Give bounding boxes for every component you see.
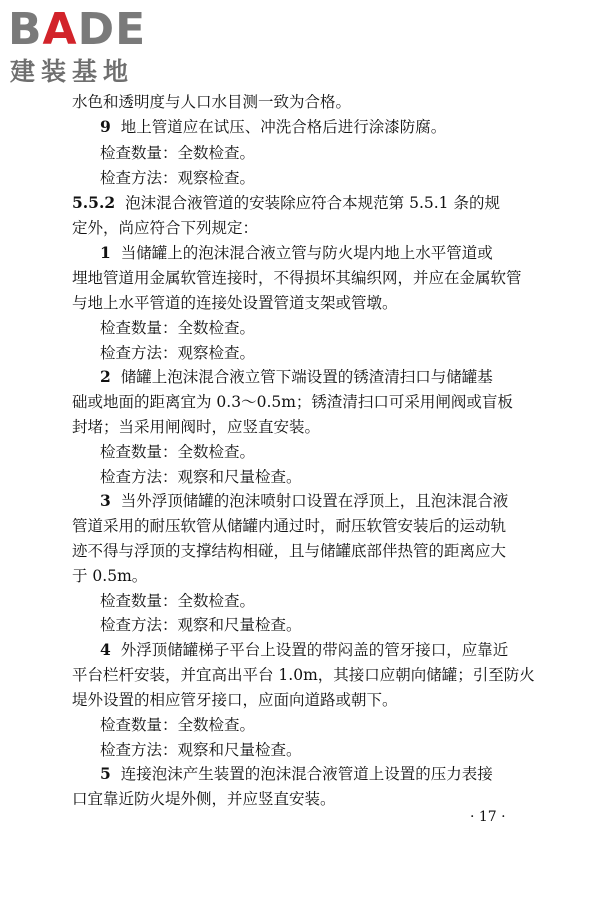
item-number: 4 — [100, 640, 111, 659]
list-item-4: 4 外浮顶储罐梯子平台上设置的带闷盖的管牙接口，应靠近 — [100, 640, 509, 659]
check-method: 检查方法：观察和尺量检查。 — [100, 468, 302, 486]
text-line: 口宜靠近防火堤外侧，并应竖直安装。 — [72, 790, 336, 808]
text-line: 管道采用的耐压软管从储罐内通过时，耐压软管安装后的运动轨 — [72, 517, 507, 535]
clause-5-5-2: 5.5.2 泡沫混合液管道的安装除应符合本规范第 5.5.1 条的规 — [72, 193, 500, 212]
list-item-1: 1 当储罐上的泡沫混合液立管与防火堤内地上水平管道或 — [100, 243, 493, 262]
list-item-3: 3 当外浮顶储罐的泡沫喷射口设置在浮顶上，且泡沫混合液 — [100, 491, 509, 510]
check-quantity: 检查数量：全数检查。 — [100, 592, 256, 610]
item-number: 1 — [100, 243, 111, 262]
check-method: 检查方法：观察和尺量检查。 — [100, 616, 302, 634]
check-method: 检查方法：观察检查。 — [100, 169, 256, 187]
check-quantity: 检查数量：全数检查。 — [100, 443, 256, 461]
logo-letter-b: B — [8, 4, 43, 55]
check-quantity: 检查数量：全数检查。 — [100, 319, 256, 337]
text-line: 定外，尚应符合下列规定： — [72, 219, 259, 237]
item-number: 2 — [100, 367, 111, 386]
clause-number: 5.5.2 — [72, 193, 116, 212]
list-item-9: 9 地上管道应在试压、冲洗合格后进行涂漆防腐。 — [100, 117, 447, 136]
item-number: 3 — [100, 491, 111, 510]
list-item-5: 5 连接泡沫产生装置的泡沫混合液管道上设置的压力表接 — [100, 764, 493, 783]
logo-wordmark — [8, 6, 146, 54]
text-line: 堤外设置的相应管牙接口，应面向道路或朝下。 — [72, 691, 398, 709]
check-quantity: 检查数量：全数检查。 — [100, 716, 256, 734]
item-number: 5 — [100, 764, 111, 783]
check-method: 检查方法：观察和尺量检查。 — [100, 741, 302, 759]
text-line: 于 0.5m。 — [72, 567, 148, 585]
text-line: 封堵；当采用闸阀时，应竖直安装。 — [72, 418, 321, 436]
text-line: 平台栏杆安装，并宜高出平台 1.0m，其接口应朝向储罐；引至防火 — [72, 666, 535, 684]
logo-letters-de: DE — [77, 4, 147, 55]
check-method: 检查方法：观察检查。 — [100, 344, 256, 362]
text-line: 埋地管道用金属软管连接时，不得损坏其编织网，并应在金属软管 — [72, 269, 522, 287]
text-line: 础或地面的距离宜为 0.3～0.5m；锈渣清扫口可采用闸阀或盲板 — [72, 393, 513, 411]
item-number: 9 — [100, 117, 111, 136]
text-line: 与地上水平管道的连接处设置管道支架或管墩。 — [72, 294, 398, 312]
logo-letter-a: A — [42, 4, 78, 55]
text-line: 水色和透明度与人口水目测一致为合格。 — [72, 93, 352, 111]
text-line: 迹不得与浮顶的支撑结构相碰，且与储罐底部伴热管的距离应大 — [72, 542, 507, 560]
list-item-2: 2 储罐上泡沫混合液立管下端设置的锈渣清扫口与储罐基 — [100, 367, 493, 386]
check-quantity: 检查数量：全数检查。 — [100, 144, 256, 162]
logo-subtitle: 建装基地 — [10, 57, 135, 86]
bade-logo — [8, 6, 188, 86]
page-number: · 17 · — [470, 809, 506, 825]
